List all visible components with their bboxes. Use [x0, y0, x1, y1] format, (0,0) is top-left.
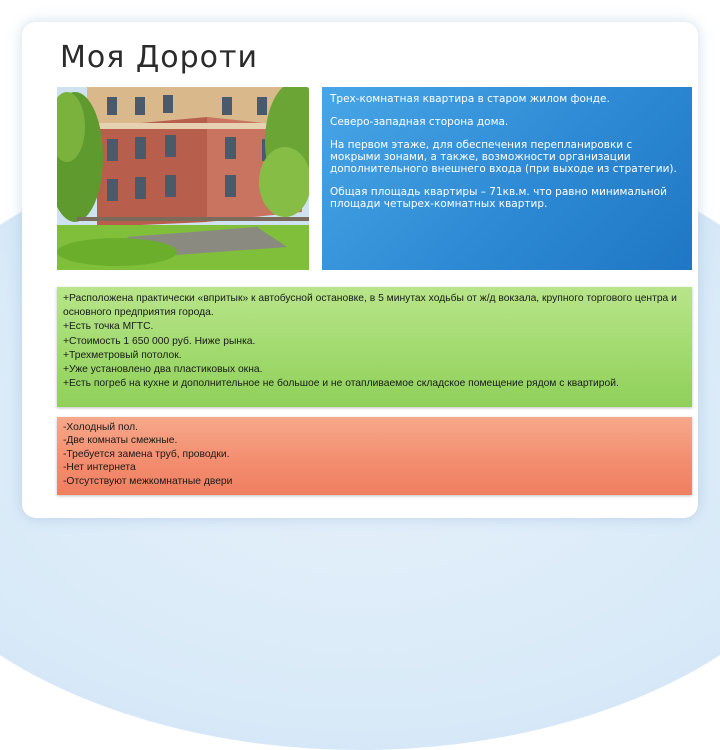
pros-item: +Трехметровый потолок. — [63, 349, 182, 361]
cons-item: -Холодный пол. — [63, 422, 138, 433]
cons-item: -Отсутствуют межкомнатные двери — [63, 475, 233, 487]
pros-box — [57, 287, 692, 407]
building-photo — [57, 87, 309, 270]
pros-item: +Стоимость 1 650 000 руб. Ниже рынка. — [63, 335, 256, 347]
cons-item: -Нет интернета — [63, 462, 136, 474]
cons-item: -Требуется замена труб, проводки. — [63, 448, 230, 460]
pros-item: +Расположена практически «впритык» к автобусной остановке, в 5 минутах ходьбы от ж/д вокзала, крупного торгового центра и основного предприятия города. — [63, 293, 677, 319]
cons-item: -Две комнаты смежные. — [63, 435, 178, 447]
slide-title: Моя Дороти — [60, 40, 258, 75]
description-line: Общая площадь квартиры – 71кв.м. что равно минимальной площади четырех-комнатных квартир. — [330, 186, 667, 210]
description-line: Трех-комнатная квартира в старом жилом фонде. — [330, 93, 610, 105]
pros-item: +Есть точка МГТС. — [63, 321, 154, 333]
description-line: На первом этаже, для обеспечения перепланировки с мокрыми зонами, а также, возможности организации дополнительного внешнего входа (при выходе из стратегии). — [330, 139, 677, 175]
pros-item: +Уже установлено два пластиковых окна. — [63, 364, 263, 376]
pros-item: +Есть погреб на кухне и дополнительное не большое и не отапливаемое складское помещение рядом с квартирой. — [63, 378, 619, 390]
description-box — [322, 87, 692, 270]
cons-box — [57, 417, 692, 495]
description-line: Северо-западная сторона дома. — [330, 116, 509, 128]
